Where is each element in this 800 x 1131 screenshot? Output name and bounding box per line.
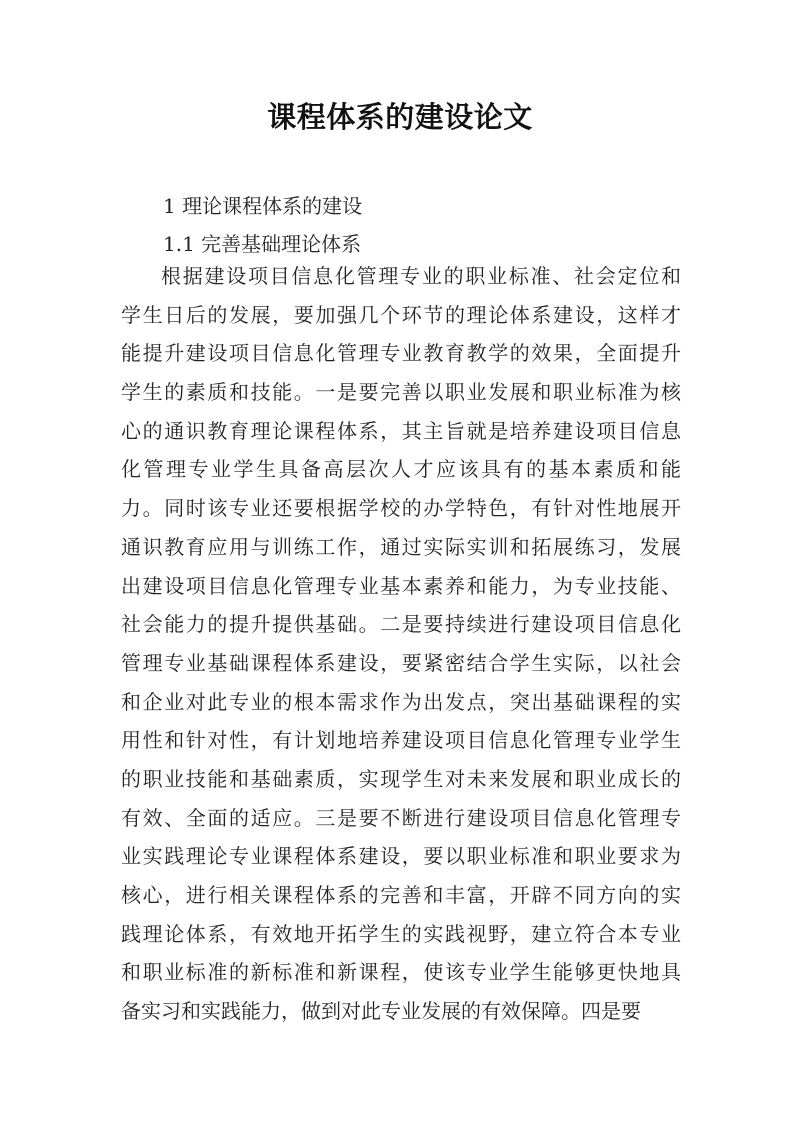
paragraph-line: 社会能力的提升提供基础。二是要持续进行建设项目信息化 xyxy=(121,612,681,637)
paragraph-line: 学生日后的发展，要加强几个环节的理论体系建设，这样才 xyxy=(121,302,681,327)
paragraph-line: 备实习和实践能力，做到对此专业发展的有效保障。四是要 xyxy=(121,999,641,1024)
paragraph-line: 心的通识教育理论课程体系，其主旨就是培养建设项目信息 xyxy=(121,418,681,443)
paragraph-line: 践理论体系，有效地开拓学生的实践视野，建立符合本专业 xyxy=(121,921,681,946)
paragraph-line: 有效、全面的适应。三是要不断进行建设项目信息化管理专 xyxy=(121,805,681,830)
section-heading-1: 1 理论课程体系的建设 xyxy=(163,194,363,218)
paragraph-line: 业实践理论专业课程体系建设，要以职业标准和职业要求为 xyxy=(121,844,681,869)
paragraph-line: 和企业对此专业的根本需求作为出发点，突出基础课程的实 xyxy=(121,689,681,714)
paragraph-line: 化管理专业学生具备高层次人才应该具有的基本素质和能 xyxy=(121,457,681,482)
paragraph-line: 的职业技能和基础素质，实现学生对未来发展和职业成长的 xyxy=(121,766,681,791)
subsection-heading-1-1: 1.1 完善基础理论体系 xyxy=(163,232,362,256)
paragraph-line: 和职业标准的新标准和新课程，使该专业学生能够更快地具 xyxy=(121,960,681,985)
paragraph-line: 通识教育应用与训练工作，通过实际实训和拓展练习，发展 xyxy=(121,534,681,559)
paragraph-line: 力。同时该专业还要根据学校的办学特色，有针对性地展开 xyxy=(121,496,681,521)
paragraph-line: 出建设项目信息化管理专业基本素养和能力，为专业技能、 xyxy=(121,573,681,598)
paragraph-line: 管理专业基础课程体系建设，要紧密结合学生实际，以社会 xyxy=(121,650,681,675)
paragraph-line: 能提升建设项目信息化管理专业教育教学的效果，全面提升 xyxy=(121,341,681,366)
paragraph-line: 学生的素质和技能。一是要完善以职业发展和职业标准为核 xyxy=(121,380,681,405)
paragraph-line: 用性和针对性，有计划地培养建设项目信息化管理专业学生 xyxy=(121,728,681,753)
paragraph-line: 核心，进行相关课程体系的完善和丰富，开辟不同方向的实 xyxy=(121,883,681,907)
paragraph-line: 根据建设项目信息化管理专业的职业标准、社会定位和 xyxy=(161,264,681,288)
document-title: 课程体系的建设论文 xyxy=(267,100,533,134)
body-paragraph xyxy=(121,257,681,1031)
